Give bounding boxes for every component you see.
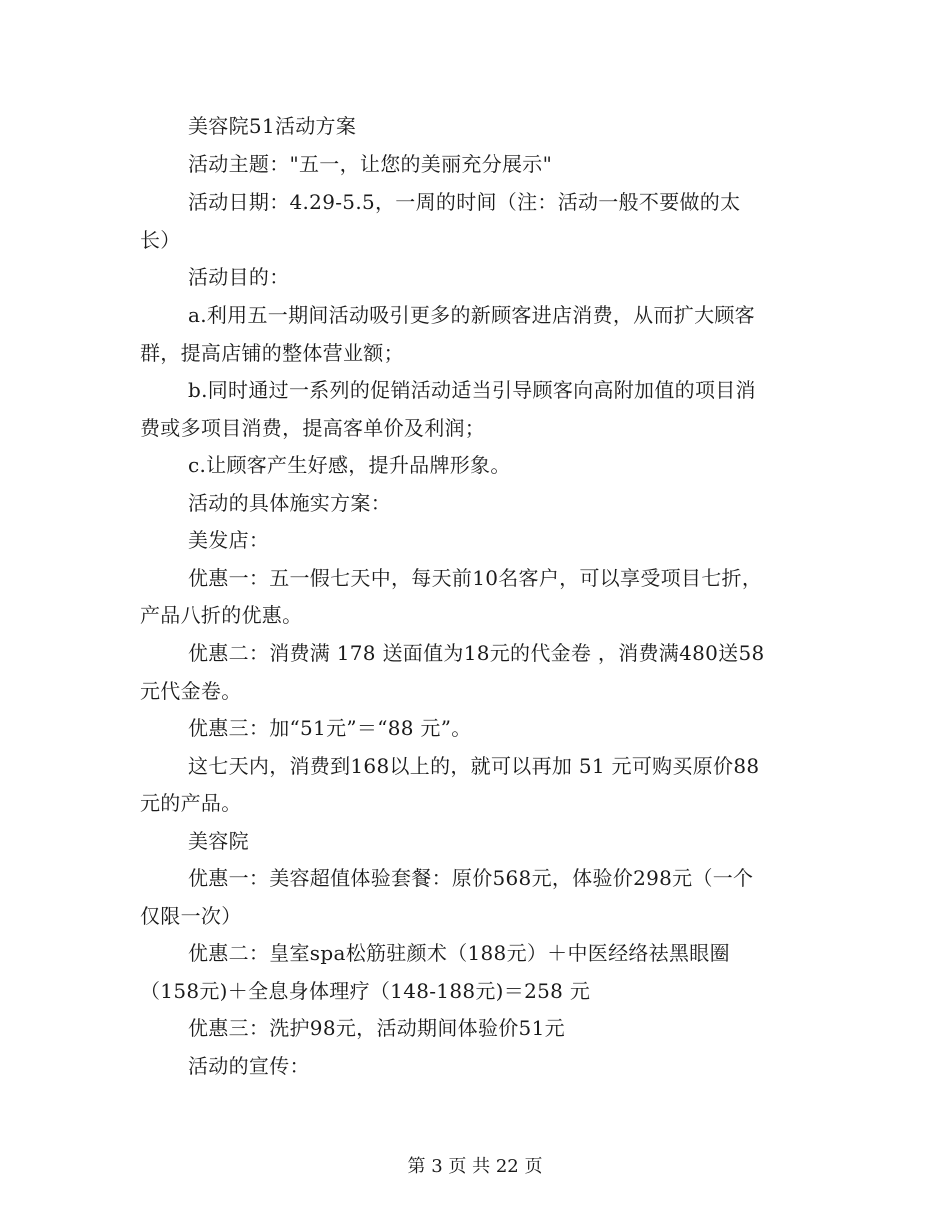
purpose-a-cont: 群，提高店铺的整体营业额； bbox=[140, 341, 404, 365]
doc-title: 美容院51活动方案 bbox=[188, 114, 357, 138]
hair-offer-3-detail: 这七天内，消费到168以上的，就可以再加 51 元可购买原价88 bbox=[188, 754, 760, 778]
beauty-salon-heading: 美容院 bbox=[188, 829, 249, 853]
activity-date: 活动日期：4.29-5.5，一周的时间（注：活动一般不要做的太 bbox=[188, 190, 741, 214]
purpose-c: c.让顾客产生好感，提升品牌形象。 bbox=[188, 453, 511, 477]
hair-offer-2-cont: 元代金卷。 bbox=[140, 679, 242, 703]
activity-theme: 活动主题："五一，让您的美丽充分展示" bbox=[188, 152, 553, 176]
beauty-offer-2-cont: （158元)＋全息身体理疗（148-188元)＝258 元 bbox=[140, 979, 591, 1003]
hair-offer-1: 优惠一：五一假七天中，每天前10名客户，可以享受项目七折， bbox=[188, 566, 763, 590]
plan-heading: 活动的具体施实方案： bbox=[188, 491, 391, 515]
beauty-offer-2: 优惠二：皇室spa松筋驻颜术（188元）＋中医经络祛黑眼圈 bbox=[188, 941, 730, 965]
page-number-footer: 第 3 页 共 22 页 bbox=[407, 1156, 543, 1177]
hair-offer-3: 优惠三：加“51元”＝“88 元”。 bbox=[188, 716, 472, 740]
beauty-offer-1: 优惠一：美容超值体验套餐：原价568元，体验价298元（一个 bbox=[188, 866, 754, 890]
beauty-offer-1-cont: 仅限一次） bbox=[140, 904, 242, 928]
purpose-a: a.利用五一期间活动吸引更多的新顾客进店消费，从而扩大顾客 bbox=[188, 303, 755, 327]
purpose-b-cont: 费或多项目消费，提高客单价及利润； bbox=[140, 416, 486, 440]
hair-offer-3-detail-cont: 元的产品。 bbox=[140, 791, 242, 815]
purpose-b: b.同时通过一系列的促销活动适当引导顾客向高附加值的项目消 bbox=[188, 378, 756, 402]
hair-salon-heading: 美发店： bbox=[188, 528, 270, 552]
activity-purpose-heading: 活动目的： bbox=[188, 265, 290, 289]
hair-offer-2: 优惠二：消费满 178 送面值为18元的代金卷 ，消费满480送58 bbox=[188, 641, 765, 665]
activity-date-cont: 长） bbox=[140, 228, 181, 252]
hair-offer-1-cont: 产品八折的优惠。 bbox=[140, 603, 303, 627]
beauty-offer-3: 优惠三：洗护98元，活动期间体验价51元 bbox=[188, 1016, 565, 1040]
promotion-heading: 活动的宣传： bbox=[188, 1054, 310, 1078]
